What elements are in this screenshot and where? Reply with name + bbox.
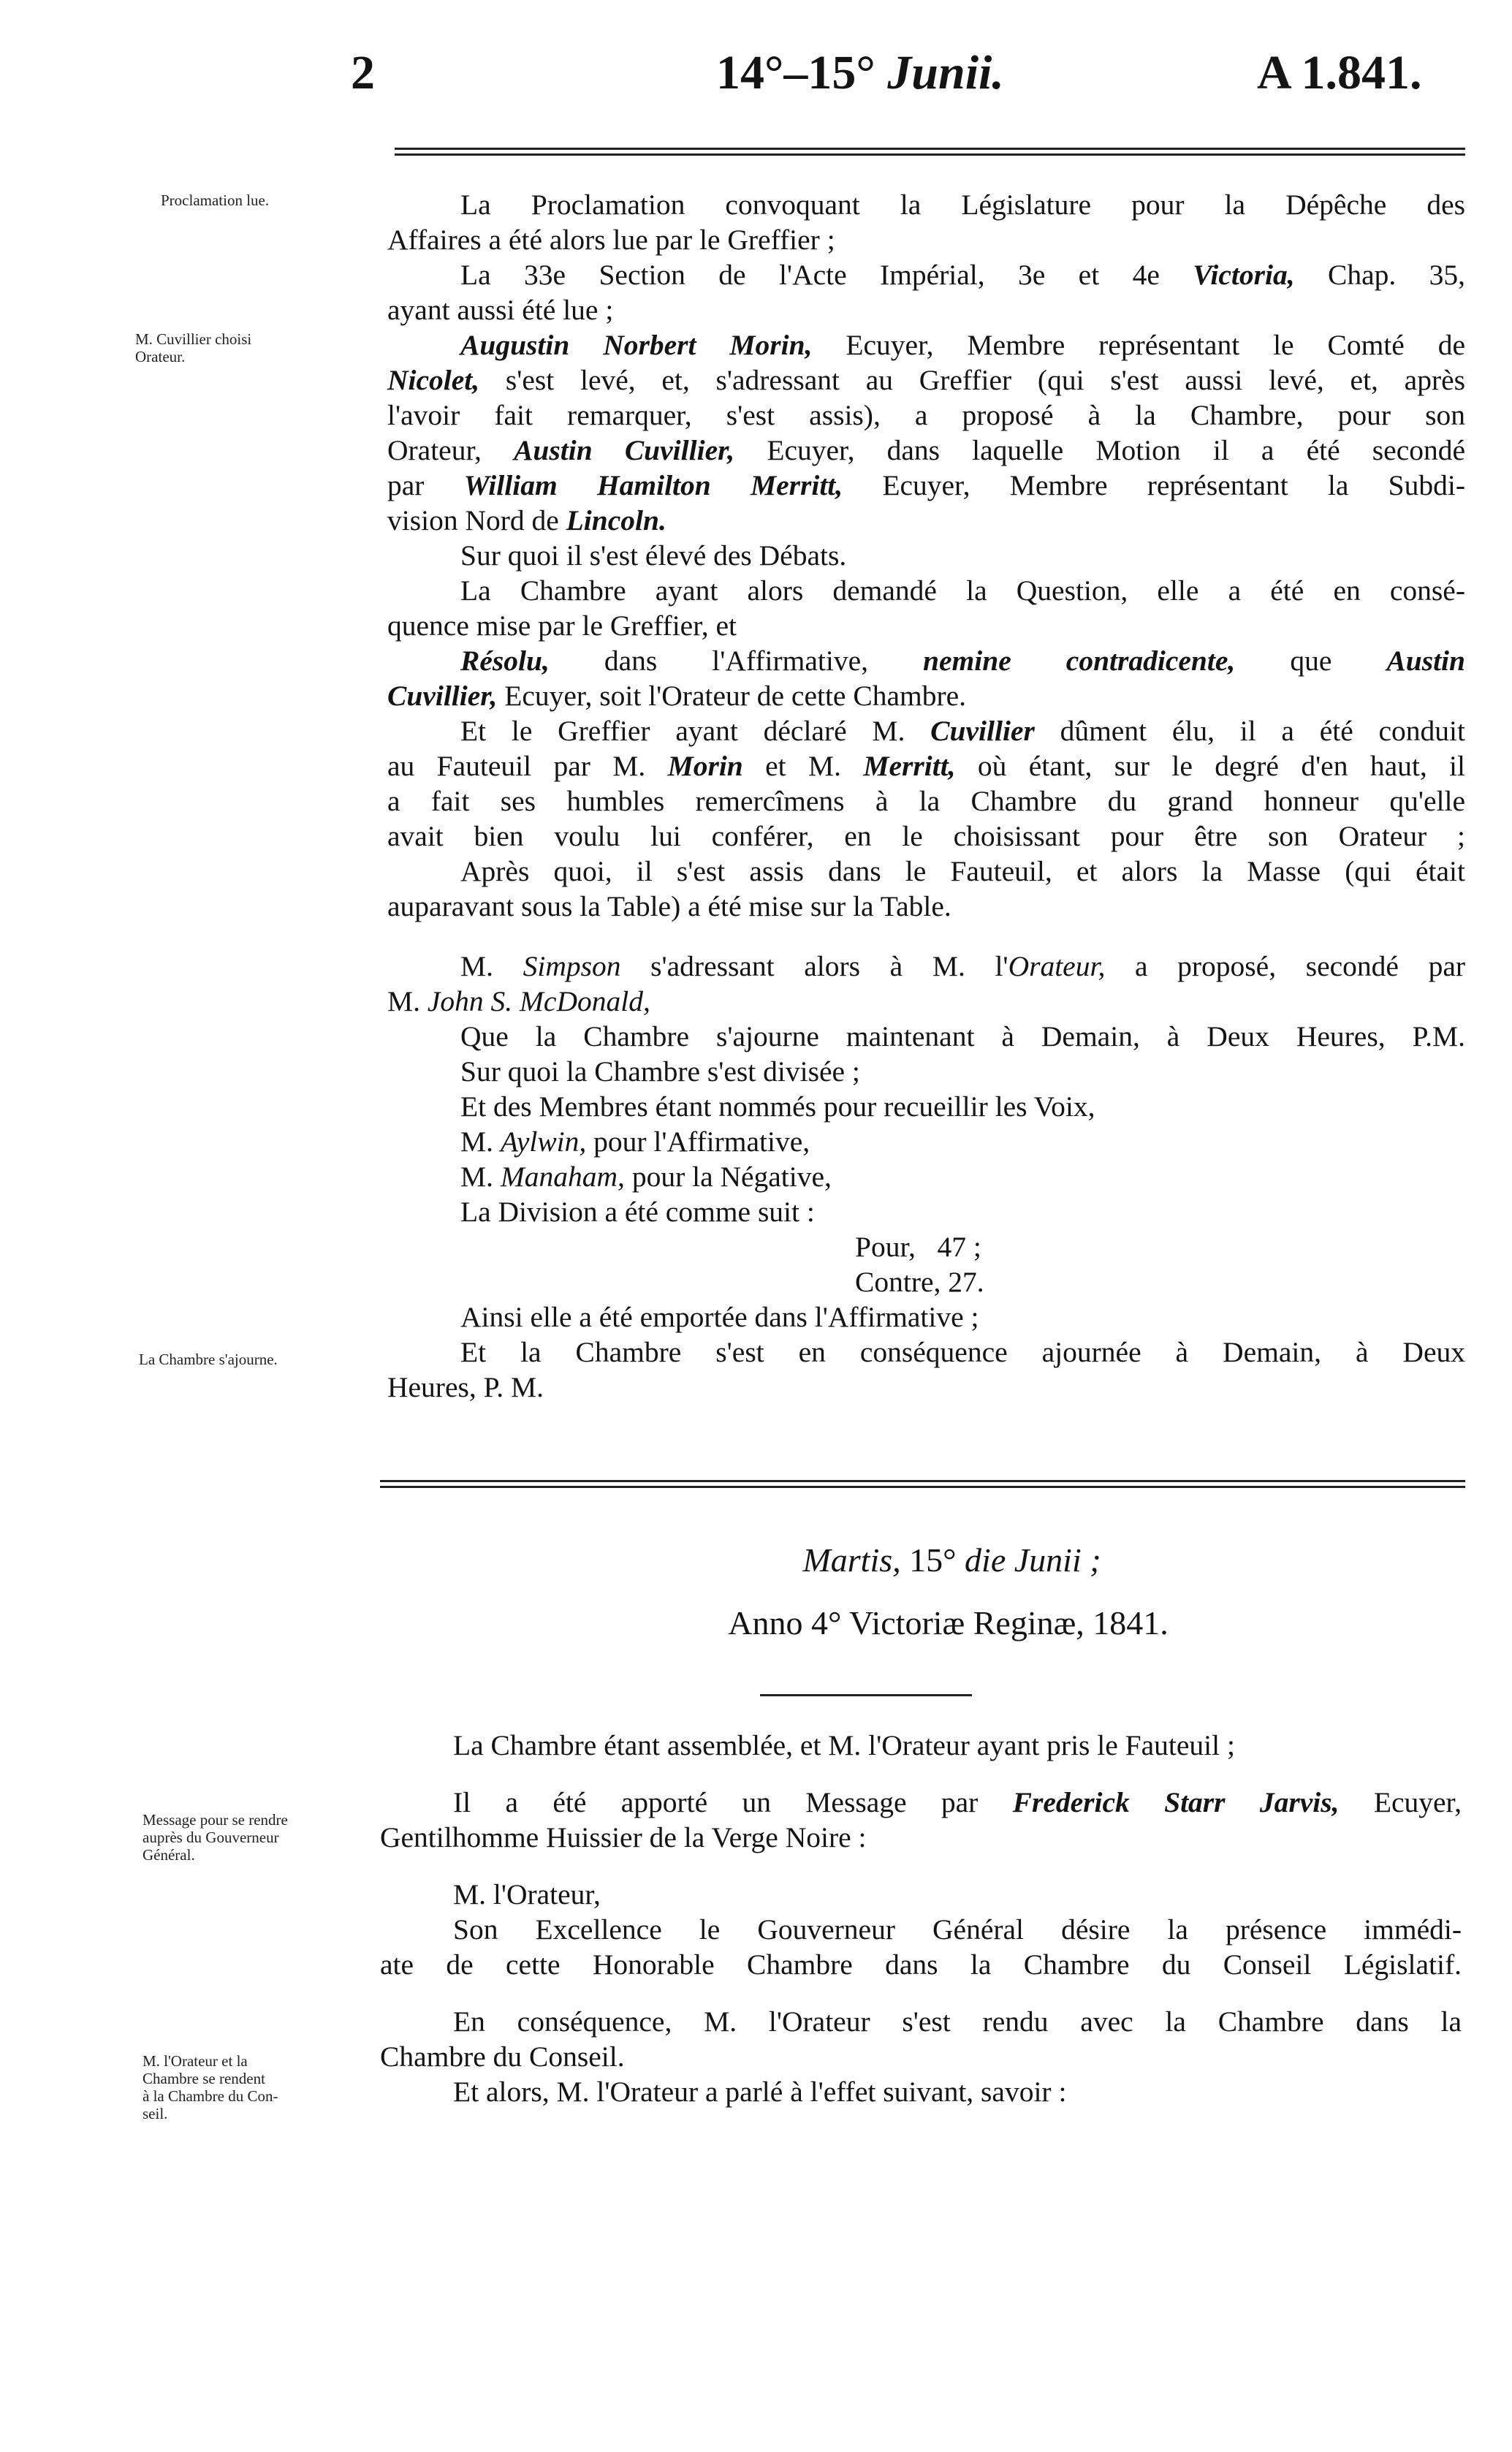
motion-text: Que la Chambre s'ajourne maintenant à Demain, à Deux Heures, P.M.	[460, 1020, 1465, 1052]
text-line: ate de cette Honorable Chambre dans la Chambre du Conseil Législatif.	[380, 1948, 1462, 1981]
text-line: Orateur, Austin Cuvillier, Ecuyer, dans laquelle Motion il a été secondé	[387, 434, 1466, 466]
text-line: La Chambre ayant alors demandé la Question, elle a été en consé-	[460, 574, 1465, 607]
header-date-numeric: 14°–15°	[716, 46, 875, 99]
text-line: Et la Chambre s'est en conséquence ajournée à Demain, à Deux	[460, 1336, 1465, 1368]
text-line: quence mise par le Greffier, et	[387, 610, 737, 642]
text-line: Nicolet, s'est levé, et, s'adressant au Greffier (qui s'est aussi levé, et, après	[387, 364, 1465, 396]
margin-note-line: à la Chambre du Con-	[143, 2087, 278, 2105]
section-divider-rule	[380, 1480, 1465, 1488]
text-line: La Chambre étant assemblée, et M. l'Orateur ayant pris le Fauteuil ;	[453, 1729, 1235, 1761]
page-header	[0, 45, 1512, 111]
margin-note-message	[143, 1811, 406, 1864]
text-line: Chambre du Conseil.	[380, 2041, 625, 2073]
text-line: Et alors, M. l'Orateur a parlé à l'effet suivant, savoir :	[453, 2076, 1067, 2108]
header-date-month: Junii.	[887, 46, 1004, 99]
section-message	[380, 1728, 1462, 2109]
margin-note-line: Chambre se rendent	[143, 2070, 265, 2087]
margin-note-line: Proclamation lue.	[161, 191, 270, 209]
session-date: Martis, 15° die Junii ;	[802, 1541, 1101, 1579]
text-line: par William Hamilton Merritt, Ecuyer, Membre représentant la Subdi-	[387, 469, 1465, 501]
margin-note-line: Orateur.	[135, 348, 186, 365]
text-line: vision Nord de Lincoln.	[387, 504, 666, 536]
margin-note-line: Général.	[143, 1846, 195, 1864]
text-line: a fait ses humbles remercîmens à la Chambre du grand honneur qu'elle	[387, 785, 1465, 817]
text-line: auparavant sous la Table) a été mise sur la Table.	[387, 890, 951, 922]
text-line: La Division a été comme suit :	[460, 1196, 815, 1228]
vote-for: Pour, 47 ;	[855, 1231, 981, 1263]
header-date	[716, 45, 1004, 101]
text-line: En conséquence, M. l'Orateur s'est rendu avec la Chambre dans la	[453, 2005, 1462, 2038]
margin-note-line: La Chambre s'ajourne.	[139, 1351, 278, 1368]
text-line: Son Excellence le Gouverneur Général désire la présence immédi-	[453, 1913, 1462, 1946]
margin-note-proclamation	[161, 191, 424, 209]
text-line: Sur quoi la Chambre s'est divisée ;	[460, 1055, 860, 1088]
text-line: M. Aylwin, pour l'Affirmative,	[460, 1126, 810, 1158]
header-year: A 1.841.	[1257, 46, 1422, 99]
margin-note-line: M. l'Orateur et la	[143, 2052, 248, 2070]
margin-note-line: auprès du Gouverneur	[143, 1829, 279, 1846]
section-date-heading	[380, 1535, 1465, 1649]
text-line: Il a été apporté un Message par Frederick Starr Jarvis, Ecuyer,	[453, 1786, 1462, 1818]
text-line: M. l'Orateur,	[453, 1878, 601, 1910]
margin-note-council	[143, 2052, 406, 2122]
text-line: M. John S. McDonald,	[387, 985, 650, 1017]
text-line: M. Manaham, pour la Négative,	[460, 1161, 832, 1193]
vote-against: Contre, 27.	[855, 1266, 984, 1298]
text-line: Gentilhomme Huissier de la Verge Noire :	[380, 1821, 867, 1853]
text-line: au Fauteuil par M. Morin et M. Merritt, où étant, sur le degré d'en haut, il	[387, 750, 1466, 782]
text-line: Augustin Norbert Morin, Ecuyer, Membre représentant le Comté de	[460, 329, 1465, 361]
page-number: 2	[351, 46, 375, 99]
text-line: ayant aussi été lue ;	[387, 294, 614, 326]
regnal-year: Anno 4° Victoriæ Reginæ, 1841.	[728, 1604, 1169, 1641]
text-line: M. Simpson s'adressant alors à M. l'Orateur, a proposé, secondé par	[460, 950, 1466, 982]
text-line: La Proclamation convoquant la Législature pour la Dépêche des	[460, 189, 1465, 221]
text-line: avait bien voulu lui conférer, en le choisissant pour être son Orateur ;	[387, 820, 1465, 852]
text-line: l'avoir fait remarquer, s'est assis), a proposé à la Chambre, pour son	[387, 399, 1465, 431]
section-adjournment	[387, 949, 1465, 1405]
margin-note-line: M. Cuvillier choisi	[135, 330, 252, 348]
text-line: Résolu, dans l'Affirmative, nemine contradicente, que Austin	[460, 645, 1465, 677]
text-line: Et le Greffier ayant déclaré M. Cuvillier dûment élu, il a été conduit	[460, 715, 1465, 747]
text-line: Cuvillier, Ecuyer, soit l'Orateur de cette Chambre.	[387, 680, 967, 712]
margin-note-adjourn	[139, 1351, 402, 1368]
text-line: Et des Membres étant nommés pour recueillir les Voix,	[460, 1090, 1095, 1123]
margin-note-line: Message pour se rendre	[143, 1811, 288, 1829]
text-line: Affaires a été alors lue par le Greffier ;	[387, 224, 835, 256]
text-line: Heures, P. M.	[387, 1371, 544, 1403]
text-line: Sur quoi il s'est élevé des Débats.	[460, 539, 847, 572]
margin-note-cuvillier	[135, 330, 398, 365]
header-rule	[395, 148, 1465, 156]
text-line: La 33e Section de l'Acte Impérial, 3e et 4e Victoria, Chap. 35,	[460, 259, 1465, 291]
heading-rule	[760, 1694, 972, 1696]
margin-note-line: seil.	[143, 2105, 168, 2122]
section-proclamation	[387, 187, 1465, 924]
text-line: Après quoi, il s'est assis dans le Fauteuil, et alors la Masse (qui était	[460, 855, 1465, 887]
text-line: Ainsi elle a été emportée dans l'Affirmative ;	[460, 1301, 979, 1333]
